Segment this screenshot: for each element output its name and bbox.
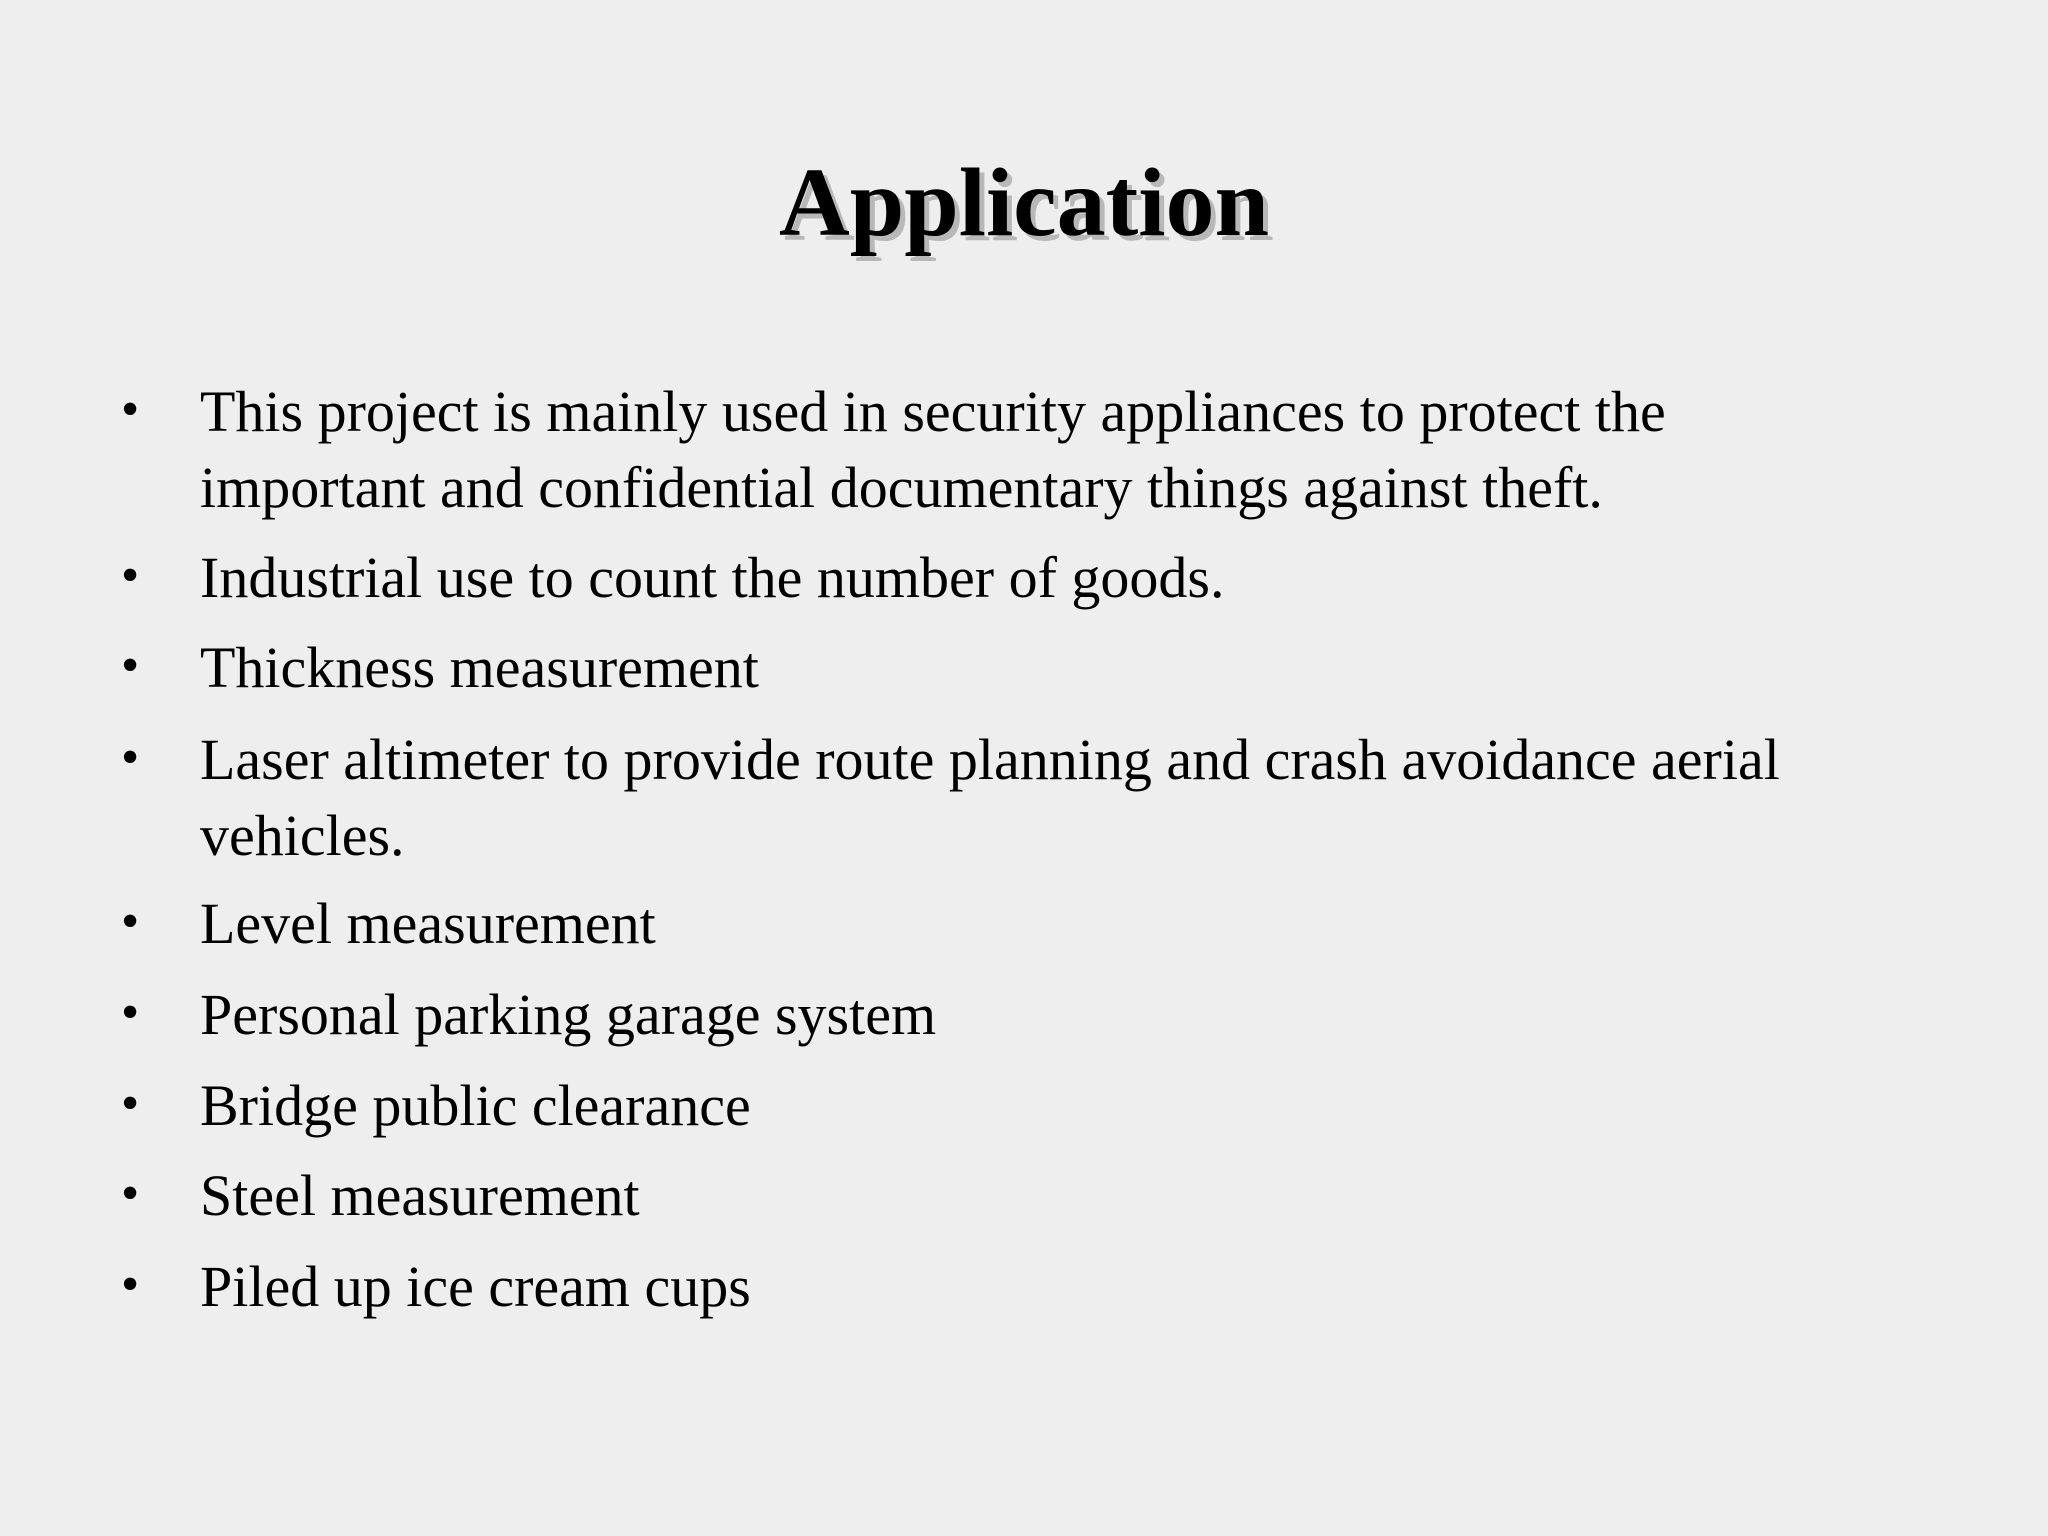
list-item-text: Steel measurement: [200, 1163, 640, 1228]
bullet-icon: •: [121, 381, 140, 438]
list-item-text: Level measurement: [200, 891, 656, 956]
bullet-icon: •: [121, 637, 140, 694]
bullet-icon: •: [121, 1165, 140, 1222]
list-item-text: Piled up ice cream cups: [200, 1254, 751, 1319]
list-item-text: Thickness measurement: [200, 635, 759, 700]
slide-title: Application: [778, 149, 1270, 257]
bullet-icon: •: [121, 984, 140, 1041]
bullet-icon: •: [121, 729, 140, 786]
bullet-icon: •: [121, 893, 140, 950]
bullet-icon: •: [121, 547, 140, 604]
bullet-icon: •: [121, 1256, 140, 1313]
bullet-icon: •: [121, 1075, 140, 1132]
list-item-text: Industrial use to count the number of goods.: [200, 545, 1225, 610]
list-item-text: Personal parking garage system: [200, 982, 937, 1047]
list-item-text: Bridge public clearance: [200, 1073, 751, 1138]
list-item-text: Laser altimeter to provide route planning and crash avoidance aerial vehicles.: [200, 727, 1780, 868]
list-item-text: This project is mainly used in security appliances to protect the important and confidential documentary things against theft.: [200, 379, 1666, 520]
